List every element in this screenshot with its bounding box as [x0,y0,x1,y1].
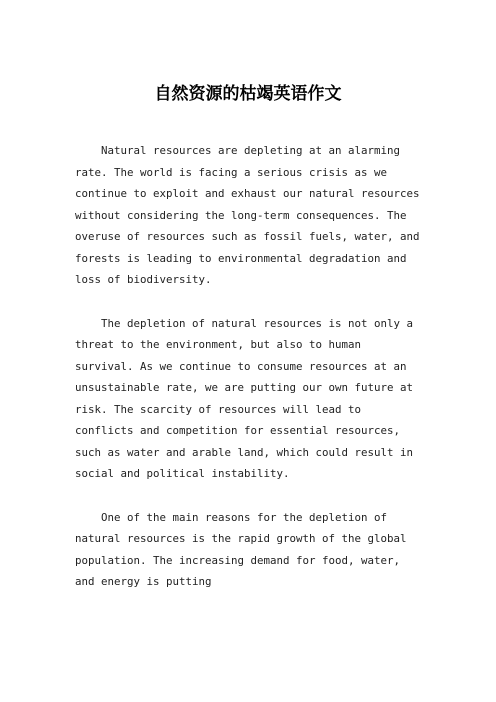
paragraph-2: The depletion of natural resources is not only a threat to the environment, but also to human survival. As we continue to consume resources at an unsustainable rate, we are putting our own future at risk. The scarcity of resources will lead to conflicts and competition for essential resources, such as water and arable land, which could result in social and political instability. [75,316,414,480]
page-title: 自然资源的枯竭英语作文 [154,84,342,104]
paragraph-1: Natural resources are depleting at an alarming rate. The world is facing a serious crisis as we continue to exploit and exhaust our natural resources without considering the long-term consequences. The overuse of resources such as fossil fuels, water, and forests is leading to environmental degradation and loss of biodiversity. [75,144,420,286]
paragraph-3: One of the main reasons for the depletion of natural resources is the rapid growth of the global population. The increasing demand for food, water, and energy is putting [75,510,407,588]
document-body [75,140,425,615]
